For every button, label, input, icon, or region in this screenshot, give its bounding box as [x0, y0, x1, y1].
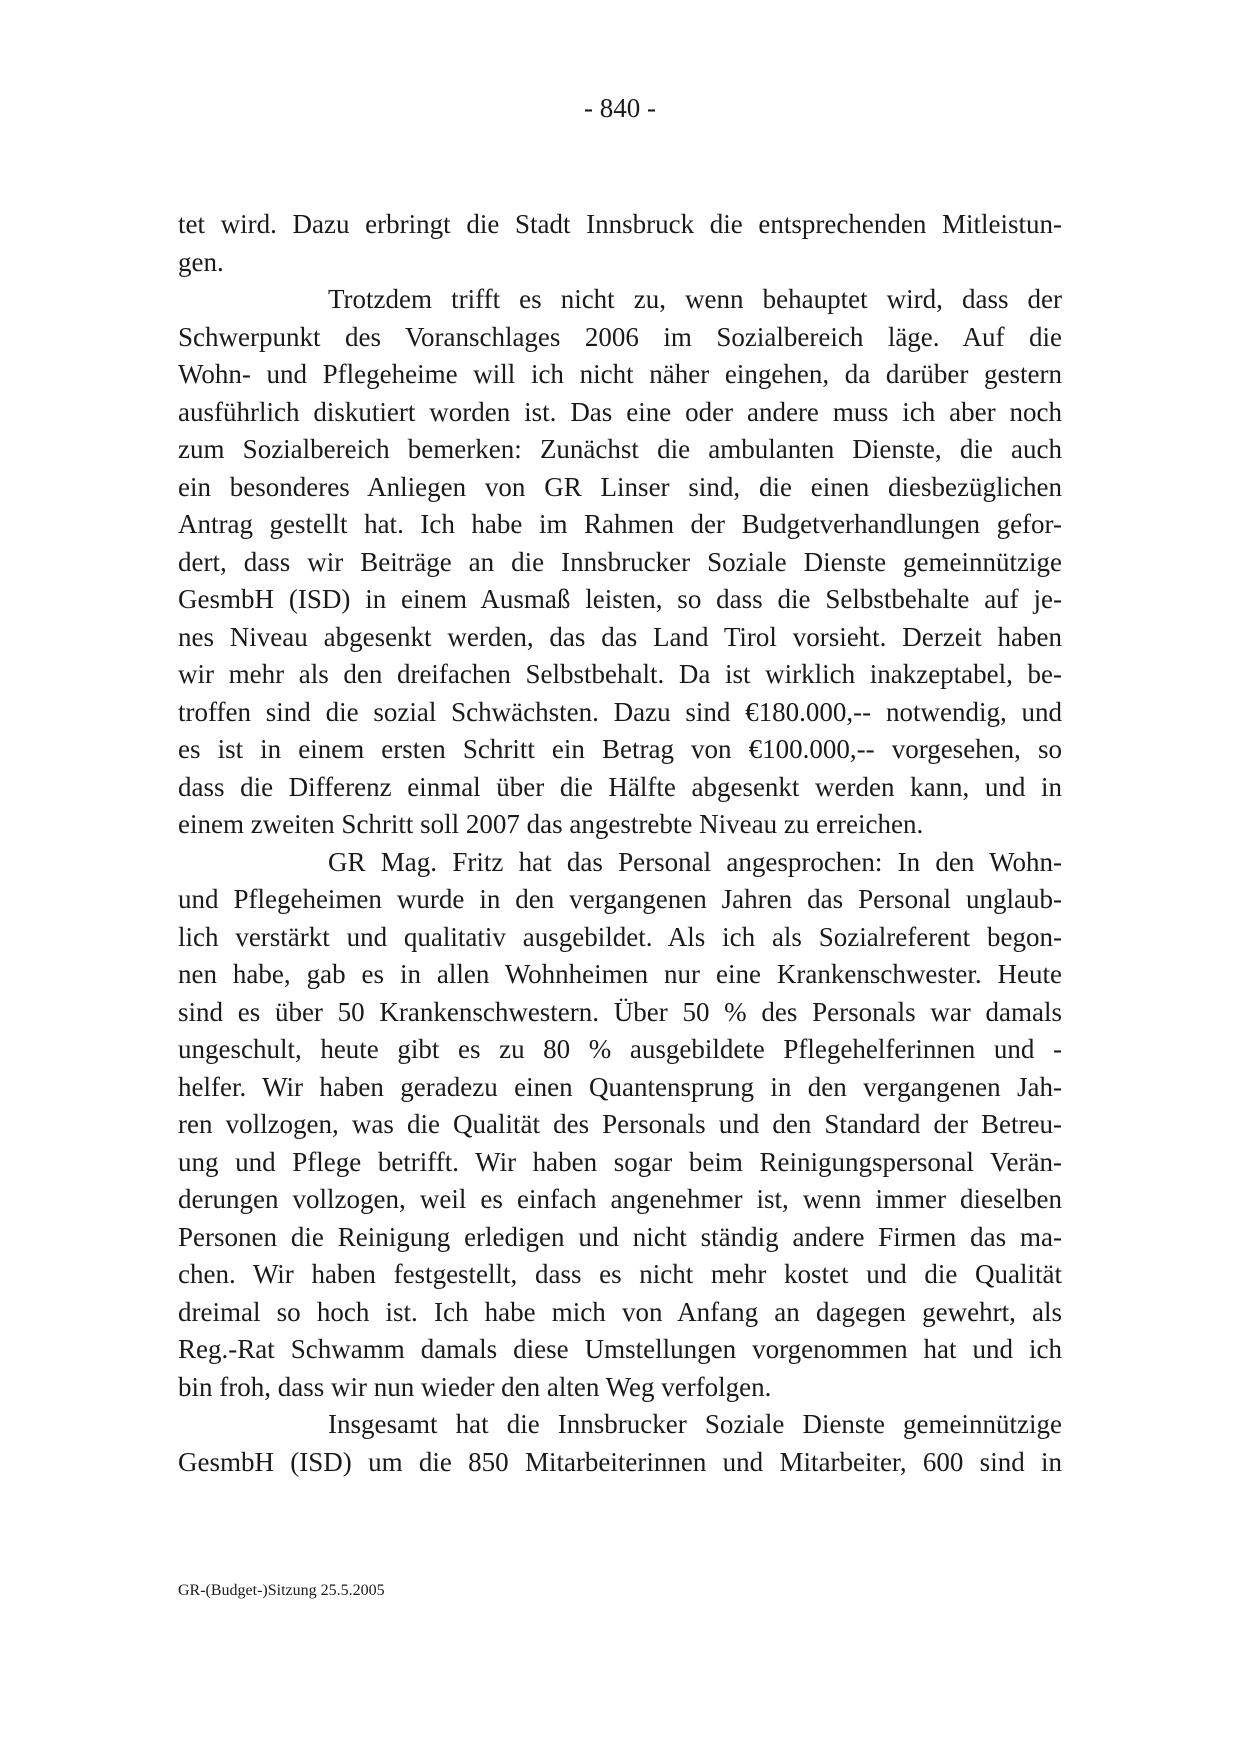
text-line: und Pflegeheimen wurde in den vergangenen Jahren das Personal unglaub-	[178, 884, 1062, 914]
text-line: ausführlich diskutiert worden ist. Das eine oder andere muss ich aber noch	[178, 396, 1062, 427]
text-line: dass die Differenz einmal über die Hälfte abgesenkt werden kann, und in	[178, 771, 1062, 802]
text-line: derungen vollzogen, weil es einfach angenehmer ist, wenn immer dieselben	[178, 1184, 1062, 1214]
paragraph	[178, 281, 1062, 844]
footer: GR-(Budget-)Sitzung 25.5.2005	[178, 1582, 385, 1599]
page-number: - 840 -	[584, 93, 656, 123]
text-line: dert, dass wir Beiträge an die Innsbrucker Soziale Dienste gemeinnützige	[178, 546, 1062, 577]
text-line: lich verstärkt und qualitativ ausgebildet. Als ich als Sozialreferent begon-	[178, 921, 1062, 952]
text-line: Trotzdem trifft es nicht zu, wenn behauptet wird, dass der	[328, 284, 1062, 314]
text-line: Antrag gestellt hat. Ich habe im Rahmen der Budgetverhandlungen gefor-	[178, 509, 1062, 539]
text-line: ein besonderes Anliegen von GR Linser sind, die einen diesbezüglichen	[178, 471, 1062, 502]
text-line: troffen sind die sozial Schwächsten. Dazu sind €180.000,-- notwendig, und	[178, 696, 1062, 727]
text-line: GesmbH (ISD) in einem Ausmaß leisten, so dass die Selbstbehalte auf je-	[178, 584, 1062, 614]
text-line: ren vollzogen, was die Qualität des Personals und den Standard der Betreu-	[178, 1109, 1062, 1139]
text-line: einem zweiten Schritt soll 2007 das angestrebte Niveau zu erreichen.	[178, 809, 924, 839]
text-line: chen. Wir haben festgestellt, dass es nicht mehr kostet und die Qualität	[178, 1259, 1062, 1289]
text-line: ung und Pflege betrifft. Wir haben sogar beim Reinigungspersonal Verän-	[178, 1146, 1062, 1177]
text-line: Reg.-Rat Schwamm damals diese Umstellungen vorgenommen hat und ich	[178, 1334, 1062, 1364]
text-line: Wohn- und Pflegeheime will ich nicht näher eingehen, da darüber gestern	[178, 359, 1062, 389]
text-line: Insgesamt hat die Innsbrucker Soziale Dienste gemeinnützige	[328, 1409, 1062, 1439]
text-line: es ist in einem ersten Schritt ein Betrag von €100.000,-- vorgesehen, so	[178, 734, 1062, 764]
paragraph	[178, 1406, 1062, 1481]
body-text	[178, 206, 1062, 1481]
text-line: wir mehr als den dreifachen Selbstbehalt. Da ist wirklich inakzeptabel, be-	[178, 659, 1062, 689]
text-line: GR Mag. Fritz hat das Personal angesprochen: In den Wohn-	[328, 846, 1062, 877]
text-line: nen habe, gab es in allen Wohnheimen nur eine Krankenschwester. Heute	[178, 959, 1062, 989]
text-line: Schwerpunkt des Voranschlages 2006 im Sozialbereich läge. Auf die	[178, 321, 1062, 352]
paragraph	[178, 206, 1062, 281]
text-line: Personen die Reinigung erledigen und nicht ständig andere Firmen das ma-	[178, 1221, 1062, 1252]
text-line: zum Sozialbereich bemerken: Zunächst die ambulanten Dienste, die auch	[178, 434, 1062, 464]
text-line: ungeschult, heute gibt es zu 80 % ausgebildete Pflegehelferinnen und -	[178, 1034, 1062, 1064]
text-line: helfer. Wir haben geradezu einen Quantensprung in den vergangenen Jah-	[178, 1071, 1062, 1102]
text-line: nes Niveau abgesenkt werden, das das Land Tirol vorsieht. Derzeit haben	[178, 621, 1062, 652]
text-line: bin froh, dass wir nun wieder den alten Weg verfolgen.	[178, 1371, 772, 1402]
text-line: dreimal so hoch ist. Ich habe mich von Anfang an dagegen gewehrt, als	[178, 1296, 1062, 1327]
text-line: gen.	[178, 246, 224, 277]
text-line: tet wird. Dazu erbringt die Stadt Innsbruck die entsprechenden Mitleistun-	[178, 209, 1062, 239]
paragraph	[178, 844, 1062, 1407]
text-line: sind es über 50 Krankenschwestern. Über 50 % des Personals war damals	[178, 996, 1062, 1027]
text-line: GesmbH (ISD) um die 850 Mitarbeiterinnen und Mitarbeiter, 600 sind in	[178, 1446, 1062, 1477]
